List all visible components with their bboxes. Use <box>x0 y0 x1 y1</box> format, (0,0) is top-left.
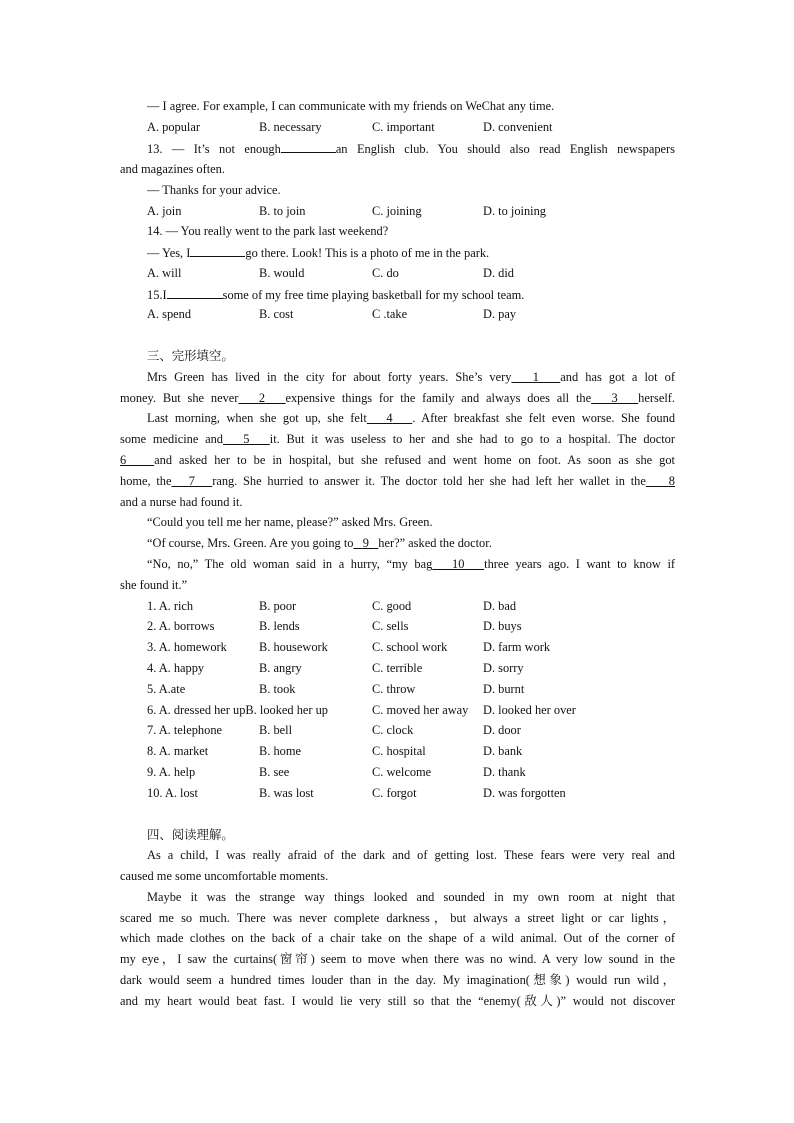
option-b: B. cost <box>259 307 294 321</box>
cloze-blank-9: 9 <box>362 536 369 550</box>
option-d: D. sorry <box>483 661 524 675</box>
cloze-p5-line1: “No, no,” The old woman said in a hurry, “my bag 10 three years ago. I want to know if <box>147 557 676 571</box>
option-c: C. moved her away <box>372 703 469 717</box>
option-c: C. forgot <box>372 786 417 800</box>
reading-p2-line6: and my heart would beat fast. I would lie very still so that the “enemy(敌人)” would not discover <box>120 994 675 1008</box>
option-d: D. was forgotten <box>483 786 566 800</box>
cloze-p2-line4: home, the 7 rang. She hurried to answer it. The doctor told her she had left her wallet in the 8 <box>120 474 675 488</box>
option-b: B. lends <box>259 619 300 633</box>
option-a: 10. A. lost <box>147 786 198 800</box>
q13-options <box>147 201 675 222</box>
option-c: C. clock <box>372 723 414 737</box>
cloze-blank-3: 3 <box>611 391 618 405</box>
cloze-p2-line2: some medicine and 5 it. But it was useless to her and she had to go to a hospital. The doctor <box>120 432 675 446</box>
q13-line2: and magazines often. <box>120 162 225 176</box>
option-d: D. convenient <box>483 120 553 134</box>
answer-blank <box>190 242 245 257</box>
option-a: 8. A. market <box>147 744 209 758</box>
option-d: D. did <box>483 266 514 280</box>
cloze-heading: 三、完形填空。 <box>147 348 234 363</box>
option-a: A. spend <box>147 307 192 321</box>
option-a: A. will <box>147 266 182 280</box>
option-b: B. to join <box>259 204 306 218</box>
option-d: D. looked her over <box>483 703 576 717</box>
answer-blank <box>281 138 336 153</box>
cloze-blank-4: 4 <box>386 411 393 425</box>
option-a-b: 6. A. dressed her upB. looked her up <box>147 703 329 717</box>
option-b: B. bell <box>259 723 293 737</box>
option-a: 2. A. borrows <box>147 619 215 633</box>
cloze-options-row <box>147 741 675 762</box>
cloze-options-row <box>147 720 675 741</box>
cloze-options-row <box>147 658 675 679</box>
option-b: B. would <box>259 266 305 280</box>
option-b: B. took <box>259 682 296 696</box>
reading-heading: 四、阅读理解。 <box>147 827 234 842</box>
reading-p2-line2: scared me so much. There was never complete darkness，but always a street light or car lights， <box>120 911 675 925</box>
option-d: D. burnt <box>483 682 525 696</box>
option-c: C. do <box>372 266 399 280</box>
q15-line: 15.I some of my free time playing basketball for my school team. <box>147 284 675 306</box>
reading-p1-line1: As a child, I was really afraid of the dark and of getting lost. These fears were very real and <box>147 848 675 862</box>
option-c: C. terrible <box>372 661 423 675</box>
option-a: 3. A. homework <box>147 640 227 654</box>
option-a: 5. A.ate <box>147 682 186 696</box>
cloze-blank-10: 10 <box>452 557 465 571</box>
cloze-p2-line1: Last morning, when she got up, she felt 4 . After breakfast she felt even worse. She found <box>147 411 676 425</box>
cloze-p2-line3: 6 and asked her to be in hospital, but she refused and went home on foot. As soon as she got <box>120 453 675 467</box>
option-b: B. poor <box>259 599 297 613</box>
cloze-options-row <box>147 762 675 783</box>
option-b: B. was lost <box>259 786 314 800</box>
option-a: 4. A. happy <box>147 661 205 675</box>
q14-options <box>147 263 675 284</box>
q14-line2: — Yes, I go there. Look! This is a photo of me in the park. <box>147 242 675 264</box>
option-b: B. home <box>259 744 301 758</box>
cloze-blank-6: 6 <box>120 453 127 467</box>
cloze-blank-1: 1 <box>532 370 539 384</box>
cloze-p2-line5: and a nurse had found it. <box>120 495 243 509</box>
option-c: C. throw <box>372 682 416 696</box>
option-c: C. hospital <box>372 744 426 758</box>
option-d: D. to joining <box>483 204 546 218</box>
option-a: 7. A. telephone <box>147 723 223 737</box>
cloze-blank-2: 2 <box>258 391 266 405</box>
option-c: C. good <box>372 599 412 613</box>
option-b: B. see <box>259 765 290 779</box>
q15-options <box>147 304 675 325</box>
cloze-options-row <box>147 783 675 804</box>
option-d: D. thank <box>483 765 526 779</box>
option-d: D. bank <box>483 744 523 758</box>
option-c: C. joining <box>372 204 422 218</box>
answer-blank <box>167 284 223 299</box>
reading-p1-line2: caused me some uncomfortable moments. <box>120 869 329 883</box>
cloze-p1-line1: Mrs Green has lived in the city for about forty years. She’s very 1 and has got a lot of <box>147 370 675 384</box>
option-c: C .take <box>372 307 408 321</box>
reading-p2-line3: which made clothes on the back of a chair take on the shape of a wild animal. Out of the corner of <box>120 931 675 945</box>
option-a: A. popular <box>147 120 200 134</box>
q13-reply: — Thanks for your advice. <box>147 183 281 197</box>
option-b: B. housework <box>259 640 328 654</box>
q14-line1: 14. — You really went to the park last weekend? <box>147 224 389 238</box>
q12-dialog: — I agree. For example, I can communicate with my friends on WeChat any time. <box>147 99 555 113</box>
option-a: A. join <box>147 204 182 218</box>
option-d: D. pay <box>483 307 517 321</box>
q12-options <box>147 117 675 138</box>
option-b: B. necessary <box>259 120 322 134</box>
option-a: 1. A. rich <box>147 599 194 613</box>
option-c: C. school work <box>372 640 448 654</box>
cloze-options-row <box>147 616 675 637</box>
cloze-options-row <box>147 679 675 700</box>
option-d: D. farm work <box>483 640 551 654</box>
cloze-blank-8: 8 <box>668 474 675 488</box>
option-b: B. angry <box>259 661 302 675</box>
reading-p2-line5: dark would seem a hundred times louder than in the day. My imagination(想象) would run wild， <box>120 973 675 987</box>
reading-p2-line4: my eye，I saw the curtains(窗帘) seem to move when there was no wind. A very low sound in the <box>120 952 675 966</box>
cloze-p5-line2: she found it.” <box>120 578 188 592</box>
option-c: C. important <box>372 120 435 134</box>
cloze-options-row <box>147 637 675 658</box>
q13-line1: 13. — It’s not enough an English club. You should also read English newspapers <box>147 138 675 160</box>
option-d: D. bad <box>483 599 517 613</box>
cloze-p3: “Could you tell me her name, please?” asked Mrs. Green. <box>147 515 433 529</box>
option-c: C. sells <box>372 619 409 633</box>
cloze-blank-7: 7 <box>188 474 195 488</box>
cloze-options-row <box>147 700 675 721</box>
option-c: C. welcome <box>372 765 432 779</box>
cloze-options-row <box>147 596 675 617</box>
cloze-blank-5: 5 <box>243 432 250 446</box>
cloze-p1-line2: money. But she never 2 expensive things for the family and always does all the 3 herself. <box>120 391 675 405</box>
option-d: D. buys <box>483 619 522 633</box>
option-a: 9. A. help <box>147 765 196 779</box>
cloze-p4: “Of course, Mrs. Green. Are you going to 9 her?” asked the doctor. <box>147 536 492 550</box>
option-d: D. door <box>483 723 521 737</box>
reading-p2-line1: Maybe it was the strange way things looked and sounded in my own room at night that <box>147 890 675 904</box>
